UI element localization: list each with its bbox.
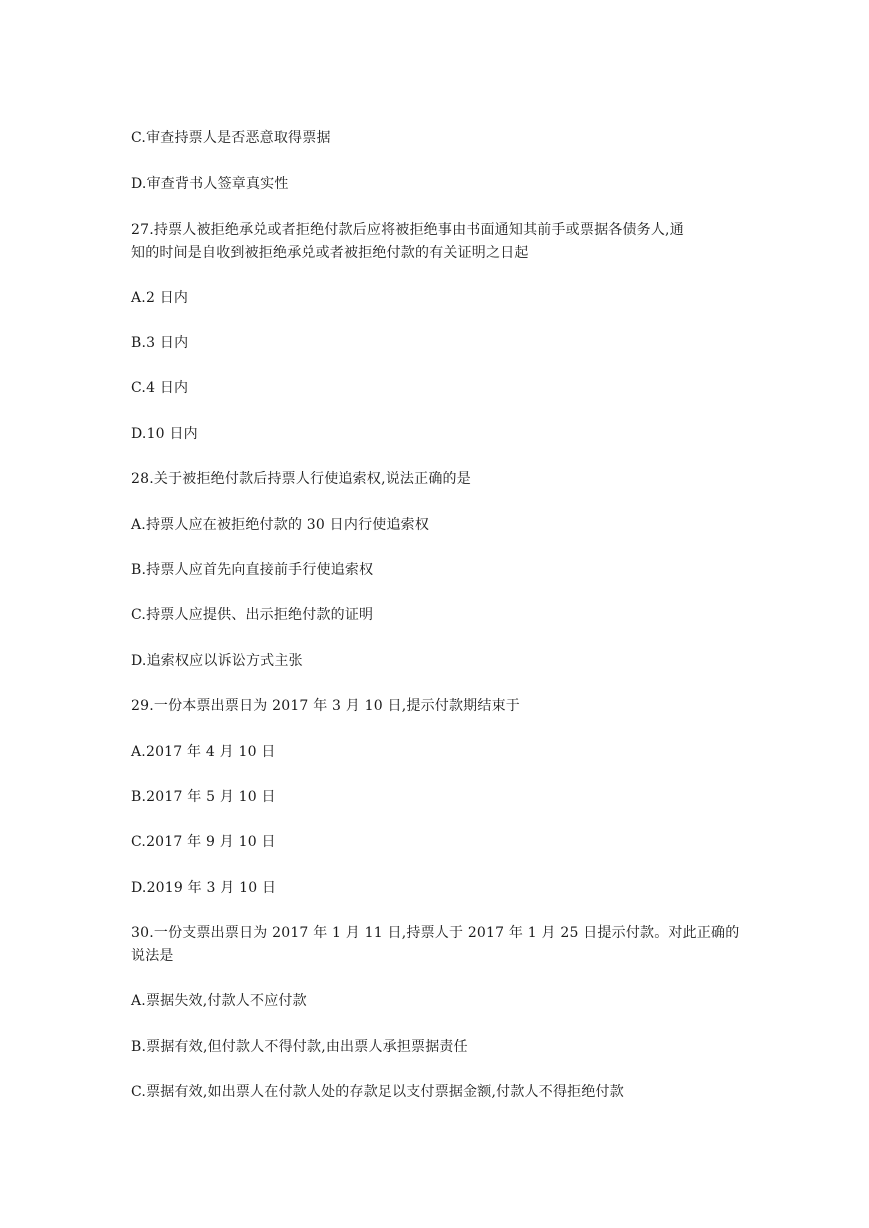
option-a-q28: A.持票人应在被拒绝付款的 30 日内行使追索权 <box>131 517 430 533</box>
question-27-line-1: 27.持票人被拒绝承兑或者拒绝付款后应将被拒绝事由书面通知其前手或票据各债务人,通 <box>131 222 684 238</box>
option-b-q28: B.持票人应首先向直接前手行使追索权 <box>131 562 374 578</box>
option-c-q29: C.2017 年 9 月 10 日 <box>131 834 276 850</box>
question-30-line-1: 30.一份支票出票日为 2017 年 1 月 11 日,持票人于 2017 年 1 月 25 日提示付款。对此正确的 <box>131 925 740 941</box>
option-b-q29: B.2017 年 5 月 10 日 <box>131 789 276 805</box>
option-c-q28: C.持票人应提供、出示拒绝付款的证明 <box>131 607 374 623</box>
option-d-q27: D.10 日内 <box>131 426 198 442</box>
option-c-q27: C.4 日内 <box>131 380 189 396</box>
option-d-q29: D.2019 年 3 月 10 日 <box>131 880 277 896</box>
question-29: 29.一份本票出票日为 2017 年 3 月 10 日,提示付款期结束于 <box>131 698 520 714</box>
option-d-q28: D.追索权应以诉讼方式主张 <box>131 653 303 669</box>
option-c-q26: C.审查持票人是否恶意取得票据 <box>131 130 331 146</box>
option-a-q30: A.票据失效,付款人不应付款 <box>131 993 307 1009</box>
option-d-q26: D.审查背书人签章真实性 <box>131 176 289 192</box>
question-27-line-2: 知的时间是自收到被拒绝承兑或者被拒绝付款的有关证明之日起 <box>131 245 529 261</box>
option-b-q27: B.3 日内 <box>131 335 189 351</box>
question-30-line-2: 说法是 <box>131 948 174 964</box>
option-a-q27: A.2 日内 <box>131 290 189 306</box>
option-a-q29: A.2017 年 4 月 10 日 <box>131 744 276 760</box>
option-c-q30: C.票据有效,如出票人在付款人处的存款足以支付票据金额,付款人不得拒绝付款 <box>131 1084 624 1100</box>
question-28: 28.关于被拒绝付款后持票人行使追索权,说法正确的是 <box>131 471 471 487</box>
option-b-q30: B.票据有效,但付款人不得付款,由出票人承担票据责任 <box>131 1039 468 1055</box>
